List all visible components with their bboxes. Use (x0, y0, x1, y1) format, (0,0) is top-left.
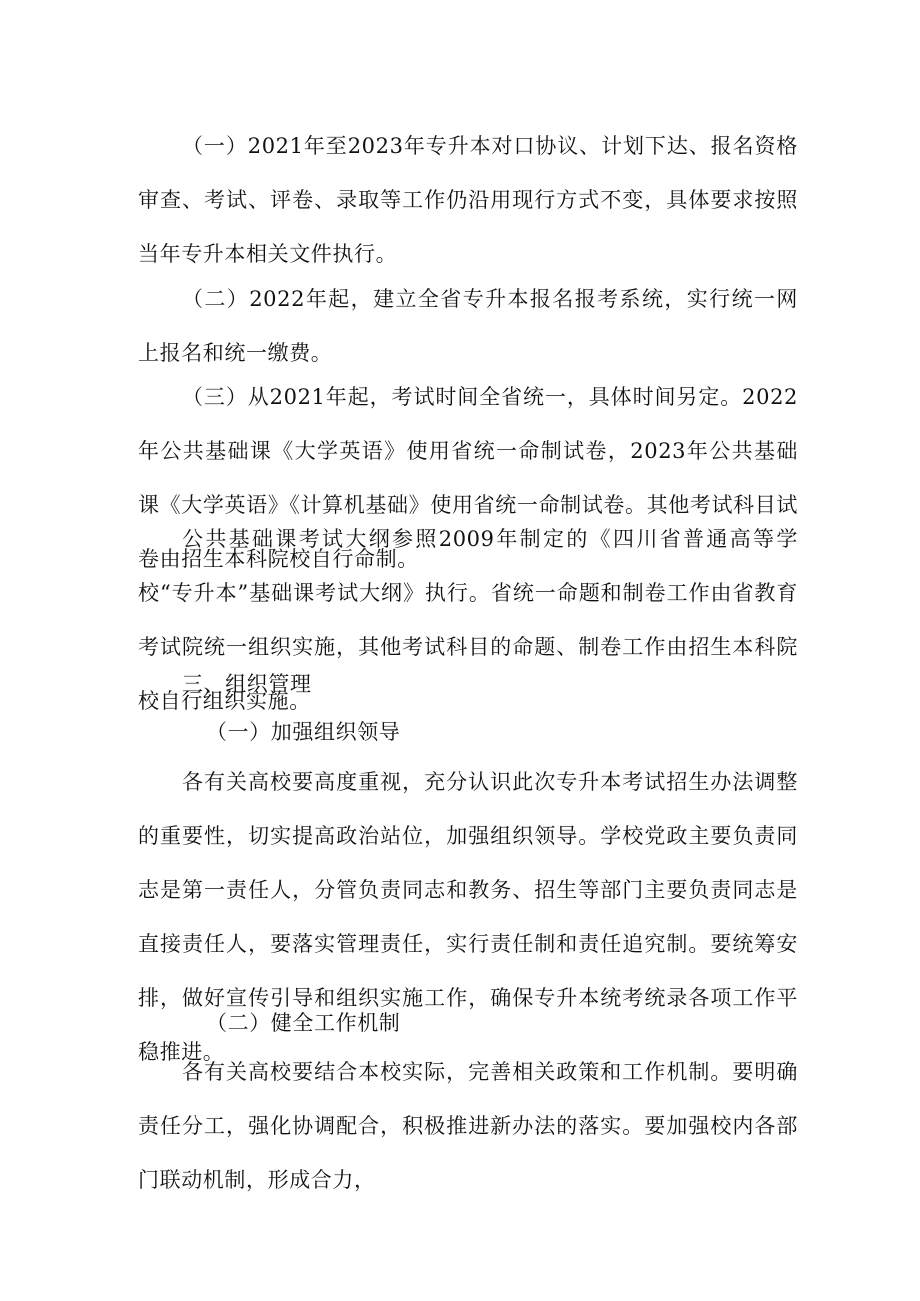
paragraph-exam-schedule: （三）从2021年起，考试时间全省统一，具体时间另定。2022年公共基础课《大学英语》使用省统一命制试卷，2023年公共基础课《大学英语》《计算机基础》使用省统一命制试卷。其他考试科目试卷由招生本科院校自行命制。 (138, 385, 798, 571)
paragraph-online-registration: （二）2022年起，建立全省专升本报名报考系统，实行统一网上报名和统一缴费。 (138, 287, 798, 365)
paragraph-exam-procedures: （一）2021年至2023年专升本对口协议、计划下达、报名资格审查、考试、评卷、录取等工作仍沿用现行方式不变，具体要求按照当年专升本相关文件执行。 (138, 134, 798, 266)
paragraph-work-mechanism: 各有关高校要结合本校实际，完善相关政策和工作机制。要明确责任分工，强化协调配合，积极推进新办法的落实。要加强校内各部门联动机制，形成合力， (138, 1060, 798, 1192)
subheading-leadership: （一）加强组织领导 (206, 720, 401, 744)
paragraph-exam-syllabus: 公共基础课考试大纲参照2009年制定的《四川省普通高等学校“专升本”基础课考试大纲》执行。省统一命题和制卷工作由省教育考试院统一组织实施，其他考试科目的命题、制卷工作由招生本科院校自行组织实施。 (138, 527, 798, 713)
paragraph-leadership: 各有关高校要高度重视，充分认识此次专升本考试招生办法调整的重要性，切实提高政治站位，加强组织领导。学校党政主要负责同志是第一责任人，分管负责同志和教务、招生等部门主要负责同志是直接责任人，要落实管理责任，实行责任制和责任追究制。要统筹安排，做好宣传引导和组织实施工作，确保专升本统考统录各项工作平稳推进。 (138, 770, 798, 1064)
section-heading-organization: 三、组织管理 (182, 672, 312, 696)
subheading-work-mechanism: （二）健全工作机制 (206, 1011, 401, 1035)
